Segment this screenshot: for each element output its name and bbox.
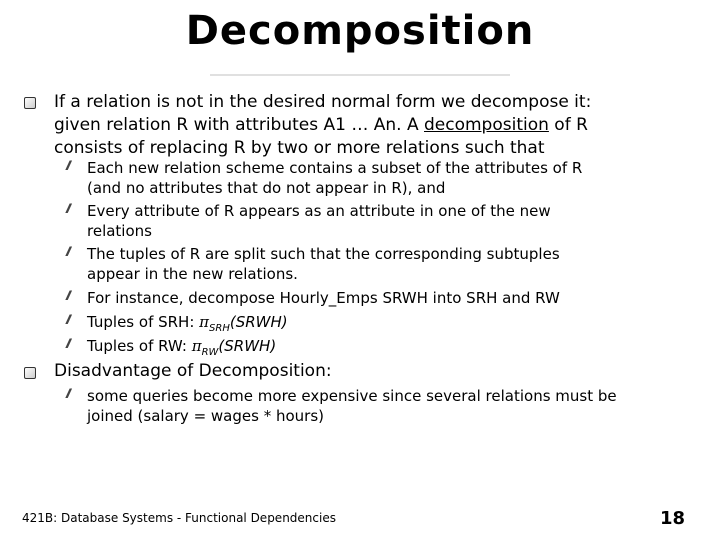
sub-bullet-2-line-2: relations <box>87 222 152 240</box>
sub-bullet-icon: I <box>63 337 73 352</box>
projection-argument: (SRWH) <box>218 337 277 355</box>
title-underline <box>210 74 510 76</box>
sub-bullet-icon: I <box>63 313 73 328</box>
projection-symbol: π <box>191 337 202 355</box>
sub-bullet-5 <box>87 312 288 339</box>
sub-bullet-7-line-2: joined (salary = wages * hours) <box>87 407 324 425</box>
tuples-srh-label: Tuples of SRH: <box>87 313 200 331</box>
sub-bullet-7-line-1: some queries become more expensive since several relations must be <box>87 387 617 405</box>
sub-bullet-4: For instance, decompose Hourly_Emps SRWH into SRH and RW <box>87 289 560 307</box>
checkbox-bullet-icon <box>24 367 36 379</box>
sub-bullet-3-line-1: The tuples of R are split such that the corresponding subtuples <box>87 245 560 263</box>
slide-footer: 421B: Database Systems - Functional Dependencies <box>22 511 336 525</box>
projection-symbol: π <box>199 313 210 331</box>
bullet-1-line-1: If a relation is not in the desired normal form we decompose it: <box>54 92 592 112</box>
projection-subscript: SRH <box>209 323 230 334</box>
sub-bullet-2-line-1: Every attribute of R appears as an attribute in one of the new <box>87 202 551 220</box>
sub-bullet-6 <box>87 336 276 363</box>
decomposition-term: decomposition <box>424 115 549 135</box>
tuples-rw-label: Tuples of RW: <box>87 337 192 355</box>
sub-bullet-icon: I <box>63 159 73 174</box>
bullet-1-line-3: consists of replacing R by two or more relations such that <box>54 138 545 158</box>
page-number: 18 <box>660 508 686 529</box>
bullet-1-line-2-post: of R <box>548 115 588 135</box>
sub-bullet-1-line-2: (and no attributes that do not appear in R), and <box>87 179 446 197</box>
checkbox-bullet-icon <box>24 97 36 109</box>
sub-bullet-icon: I <box>63 245 73 260</box>
sub-bullet-icon: I <box>63 387 73 402</box>
projection-subscript: RW <box>201 347 219 358</box>
slide-title: Decomposition <box>185 8 535 54</box>
bullet-1-line-2 <box>54 114 588 137</box>
bullet-2: Disadvantage of Decomposition: <box>54 361 332 381</box>
sub-bullet-icon: I <box>63 202 73 217</box>
bullet-1-line-2-pre: given relation R with attributes A1 … An. A <box>54 115 424 135</box>
sub-bullet-1-line-1: Each new relation scheme contains a subset of the attributes of R <box>87 159 583 177</box>
sub-bullet-3-line-2: appear in the new relations. <box>87 265 298 283</box>
projection-argument: (SRWH) <box>229 313 288 331</box>
sub-bullet-icon: I <box>63 289 73 304</box>
